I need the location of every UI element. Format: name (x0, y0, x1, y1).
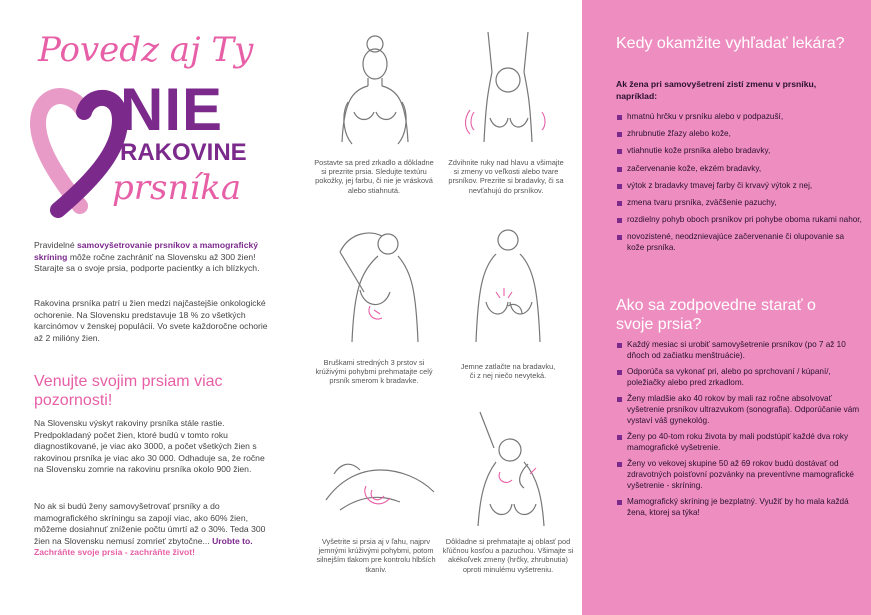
symptoms-list (616, 112, 862, 260)
list-item: rozdielny pohyb oboch prsníkov pri pohybe oboma rukami nahor, (616, 215, 862, 226)
step-3-caption: Bruškami stredných 3 prstov si krúživými pohybmi prehmatajte celý prsník smerom k bradavke. (315, 358, 433, 386)
list-item: Ženy mladšie ako 40 rokov by mali raz ročne absolvovať vyšetrenie prsníkov ultrazvukom (sonografia). Odporúčanie vám vystaví váš gynekológ. (616, 394, 862, 426)
logo-rakovine: RAKOVINE (120, 139, 247, 166)
list-item: novozistené, neodznievajúce začervenanie či olupovanie sa kože prsníka. (616, 232, 862, 253)
list-item: začervenanie kože, ekzém bradavky, (616, 164, 862, 175)
step-4-caption: Jemne zatlačte na bradavku, či z nej niečo nevyteká. (460, 362, 556, 381)
attention-paragraph-1: Na Slovensku výskyt rakoviny prsníka stále rastie. Predpokladaný počet žien, ktoré budú v tomto roku diagnostikované, je viac ako 3000, a počet všetkých žien s rakovinou prsníka je viac ako 30 000. Odhaduje sa, že ročne na Slovensku zomrie na rakovinu prsníka okolo 900 žien. (34, 418, 265, 475)
woman-mirror-icon (330, 32, 420, 152)
list-item: hmatnú hrčku v prsníku alebo v podpazuší, (616, 112, 862, 123)
list-item: Každý mesiac si urobiť samovyšetrenie prsníkov (po 7 až 10 dňoch od začiatku menštruácie). (616, 340, 862, 361)
armpit-exam-icon (460, 408, 560, 528)
list-item: Mamografický skríning je bezplatný. Využiť by ho mala každá žena, ktorej sa týka! (616, 497, 862, 518)
doctor-intro: Ak žena pri samovyšetrení zistí zmenu v prsníku, napríklad: (616, 79, 817, 101)
care-list (616, 340, 862, 524)
intro-paragraph-2: Rakovina prsníka patrí u žien medzi najčastejšie onkologické ochorenie. Na Slovensku predstavuje 18 % zo všetkých karcinómov v ženskej populácii. Vo svete každoročne ochorie až 2 milióny žien. (34, 298, 268, 343)
lying-exam-icon (320, 440, 440, 530)
list-item: Odporúča sa vykonať pri, alebo po sprchovaní / kúpaní/, poležiačky alebo pred zrkadlom. (616, 367, 862, 388)
nipple-press-icon (460, 222, 556, 352)
logo-tagline: Povedz aj Ty (38, 30, 254, 70)
step-5-caption: Vyšetrite si prsia aj v ľahu, najprv jemnými krúživými pohybmi, potom silnejším tlakom pre kontrolu hlbších tkanív. (316, 537, 436, 574)
care-heading: Ako sa zodpovedne starať o svoje prsia? (616, 297, 816, 333)
intro-paragraph-1: Pravidelné samovyšetrovanie prsníkov a mamografický skríning môže ročne zachrániť na Slovensku až 300 žien! Starajte sa o svoje prsia, podporte pacientky a ich blízkych. (34, 240, 260, 274)
list-item: Ženy po 40-tom roku života by mali podstúpiť každé dva roky mamografické vyšetrenie. (616, 432, 862, 453)
logo-nie: NIE (120, 76, 224, 143)
attention-paragraph-2: No ak si budú ženy samovyšetrovať prsníky a do mamografického skríningu sa zapojí viac, ako 60% žien, môžeme dosiahnuť zníženie počtu úmrtí až o 30%. Teda 300 žien na Slovensku nemusí zomrieť zbytočne... Urobte to. Zachráňte svoje prsia - zachráňte život! (34, 501, 266, 558)
left-column (0, 0, 290, 615)
self-exam-steps (290, 0, 582, 615)
step-2-caption: Zdvihnite ruky nad hlavu a všimajte si zmeny vo veľkosti alebo tvare prsníkov. Prezrite si bradavky, či sa nevťahujú do prsníkov. (448, 158, 564, 195)
list-item: zhrubnutie žľazy alebo kože, (616, 129, 862, 140)
logo-prsnika: prsníka (112, 168, 242, 208)
step-1-caption: Postavte sa pred zrkadlo a dôkladne si prezrite prsia. Sledujte textúru pokožky, jej farbu, či nie je vrásková alebo stiahnutá. (314, 158, 434, 195)
arms-raised-icon (458, 32, 558, 152)
attention-heading: Venujte svojim prsiam viac pozornosti! (34, 373, 223, 409)
list-item: zmena tvaru prsníka, zväčšenie pazuchy, (616, 198, 862, 209)
list-item: Ženy vo vekovej skupine 50 až 69 rokov budú dostávať od zdravotných poisťovní pozvánky na preventívne mamografické vyšetrenie - skríning. (616, 459, 862, 491)
list-item: vtiahnutie kože prsníka alebo bradavky, (616, 146, 862, 157)
palpation-icon (330, 222, 430, 352)
doctor-heading: Kedy okamžite vyhľadať lekára? (616, 35, 845, 52)
list-item: výtok z bradavky tmavej farby či krvavý výtok z nej, (616, 181, 862, 192)
step-6-caption: Dôkladne si prehmatajte aj oblasť pod kľúčnou kosťou a pazuchou. Všimajte si akékoľvek zmeny (hrčky, zhrubnutia) oproti minulému vyšetreniu. (442, 537, 574, 574)
